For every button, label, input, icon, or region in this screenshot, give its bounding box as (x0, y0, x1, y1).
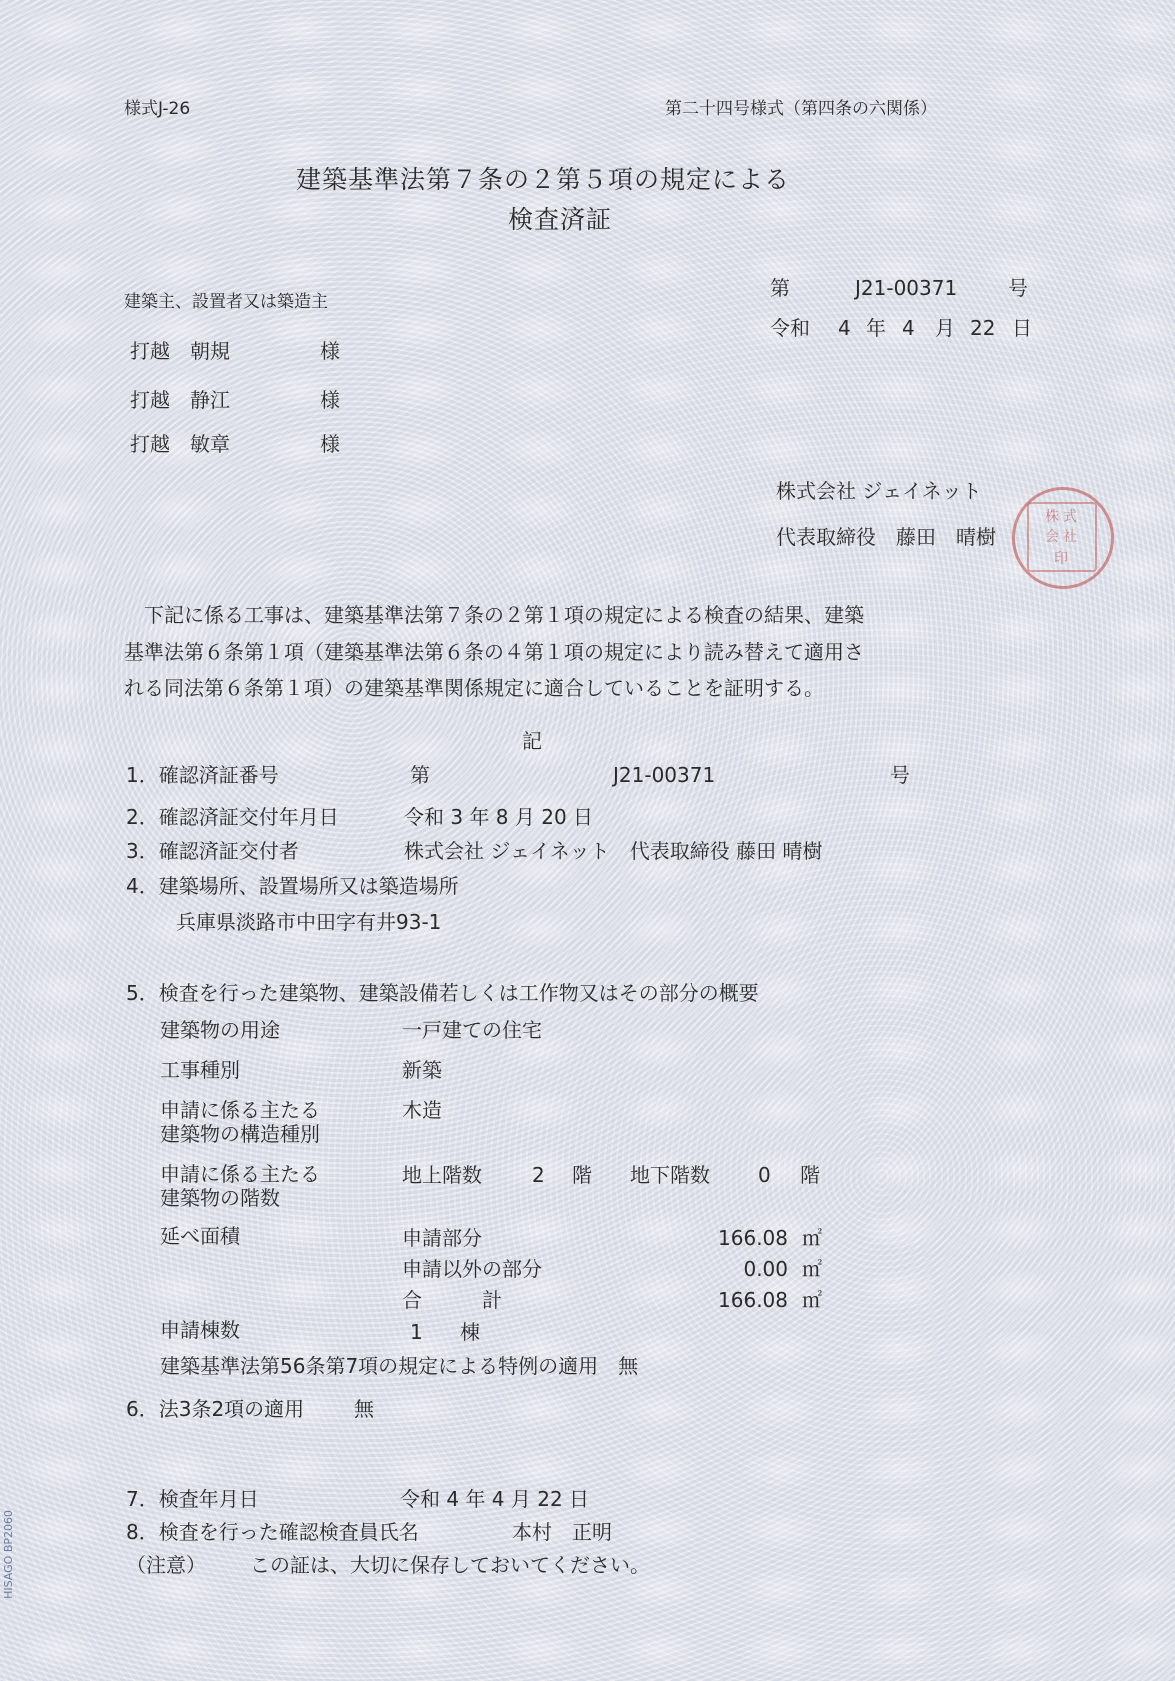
item-2-label: 2．確認済証交付年月日 (126, 805, 339, 829)
body-text-line: れる同法第６条第１項）の建築基準関係規定に適合していることを証明する。 (124, 676, 824, 700)
area-row-label: 合 計 (402, 1288, 502, 1312)
item-2-value: 令和 3 年 8 月 20 日 (404, 805, 594, 829)
seal-char: 式 (1063, 509, 1077, 525)
seal-char: 印 (1054, 551, 1068, 567)
item-1-prefix: 第 (410, 763, 430, 787)
date-year-label: 年 (866, 316, 886, 340)
date-era: 令和 (770, 316, 810, 340)
owner-name: 打越 静江 (130, 388, 230, 412)
date-day: 22 (970, 316, 996, 340)
seal-char: 株 (1045, 509, 1059, 525)
body-text-line: 基準法第６条第１項（建築基準法第６条の４第１項の規定により読み替えて適用さ (124, 640, 864, 664)
note-label: （注意） (126, 1553, 206, 1577)
item-3-label: 3．確認済証交付者 (126, 839, 299, 863)
item-1-value: J21-00371 (613, 763, 716, 787)
owner-name: 打越 朝規 (130, 339, 230, 363)
owner-honorific: 様 (320, 388, 340, 412)
building-count-unit: 棟 (460, 1320, 480, 1344)
company-seal (1012, 487, 1114, 589)
item-7-label: 7．検査年月日 (126, 1487, 259, 1511)
above-value: 2 (532, 1163, 545, 1187)
item-1-label: 1．確認済証番号 (126, 763, 279, 787)
ki-heading: 記 (522, 729, 542, 753)
item-3-value: 株式会社 ジェイネット 代表取締役 藤田 晴樹 (404, 839, 823, 863)
item-4-value: 兵庫県淡路市中田字有井93-1 (176, 910, 442, 934)
area-row-label: 申請以外の部分 (402, 1257, 542, 1281)
area-row-unit: ㎡ (802, 1288, 822, 1312)
floors-label: 建築物の階数 (160, 1186, 280, 1210)
form-id: 様式J-26 (124, 99, 191, 119)
item-1-suffix: 号 (890, 763, 910, 787)
struct-label: 申請に係る主たる (160, 1098, 320, 1122)
form-type: 第二十四号様式（第四条の六関係） (665, 99, 937, 119)
item-8-label: 8．検査を行った確認検査員氏名 (126, 1520, 419, 1544)
document-title-line2: 検査済証 (508, 205, 613, 234)
issuer-company: 株式会社 ジェイネット (776, 479, 982, 503)
item-4-label: 4．建築場所、設置場所又は築造場所 (126, 874, 459, 898)
date-month-label: 月 (935, 316, 955, 340)
owner-label: 建築主、設置者又は築造主 (124, 292, 328, 312)
number-suffix: 号 (1008, 276, 1028, 300)
below-unit: 階 (800, 1163, 820, 1187)
item-6-label: 6．法3条2項の適用 (126, 1397, 305, 1421)
note-text: この証は、大切に保存しておいてください。 (250, 1553, 650, 1577)
seal-char: 会 (1045, 529, 1059, 545)
date-year: 4 (838, 316, 851, 340)
owner-honorific: 様 (320, 339, 340, 363)
above-unit: 階 (572, 1163, 592, 1187)
document-title-line1: 建築基準法第７条の２第５項の規定による (296, 165, 791, 194)
use-value: 一戸建ての住宅 (402, 1018, 542, 1042)
number-prefix: 第 (770, 276, 790, 300)
above-label: 地上階数 (402, 1163, 482, 1187)
area-row-value: 166.08 (718, 1288, 788, 1312)
issuer-representative: 代表取締役 藤田 晴樹 (776, 525, 996, 549)
item-7-value: 令和 4 年 4 月 22 日 (400, 1487, 590, 1511)
area-row-value: 0.00 (743, 1257, 788, 1281)
owner-name: 打越 敏章 (130, 432, 230, 456)
date-month: 4 (902, 316, 915, 340)
paper-mark: HISAGO BP2060 (2, 1510, 15, 1599)
date-day-label: 日 (1012, 316, 1032, 340)
item-6-value: 無 (354, 1397, 374, 1421)
body-text-line: 下記に係る工事は、建築基準法第７条の２第１項の規定による検査の結果、建築 (124, 603, 864, 627)
building-count-value: 1 (410, 1320, 423, 1344)
item-5-label: 5．検査を行った建築物、建築設備若しくは工作物又はその部分の概要 (126, 981, 759, 1005)
building-count-label: 申請棟数 (160, 1318, 240, 1342)
area-row-label: 申請部分 (402, 1226, 482, 1250)
seal-char: 社 (1063, 529, 1077, 545)
below-label: 地下階数 (630, 1163, 710, 1187)
work-value: 新築 (402, 1058, 442, 1082)
area-row-unit: ㎡ (802, 1226, 822, 1250)
struct-value: 木造 (402, 1098, 442, 1122)
item-8-value: 本村 正明 (512, 1520, 612, 1544)
struct-label: 建築物の構造種別 (160, 1122, 320, 1146)
work-label: 工事種別 (160, 1058, 240, 1082)
owner-honorific: 様 (320, 432, 340, 456)
area-label: 延べ面積 (160, 1224, 240, 1248)
number-value: J21-00371 (855, 276, 958, 300)
floors-label: 申請に係る主たる (160, 1162, 320, 1186)
area-row-value: 166.08 (718, 1226, 788, 1250)
special-provision: 建築基準法第56条第7項の規定による特例の適用 無 (160, 1354, 639, 1378)
area-row-unit: ㎡ (802, 1257, 822, 1281)
use-label: 建築物の用途 (160, 1018, 280, 1042)
below-value: 0 (758, 1163, 771, 1187)
